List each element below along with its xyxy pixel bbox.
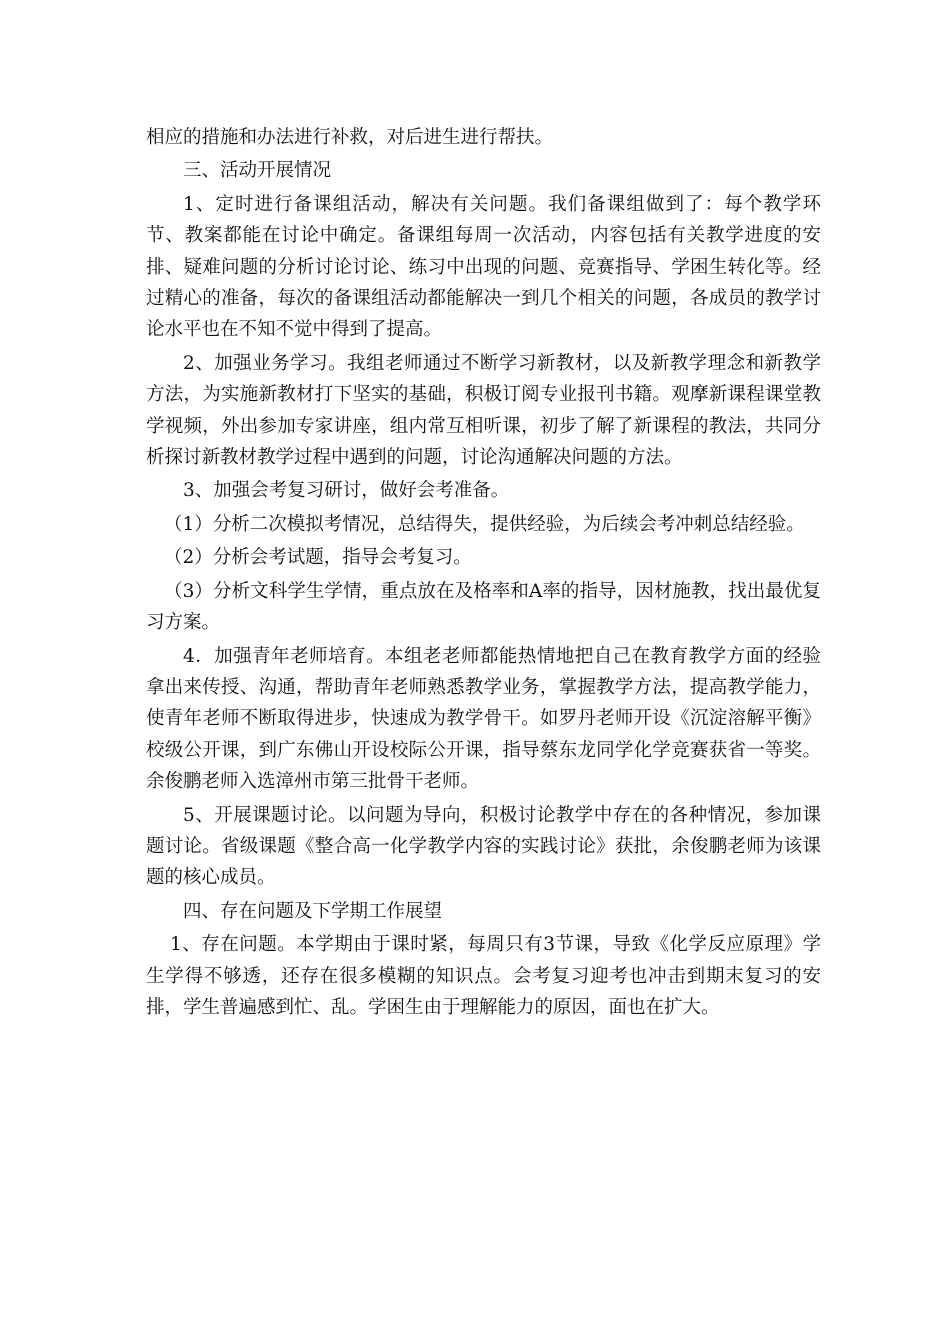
- document-page: [146, 122, 821, 1023]
- paragraph-item-1: 1、定时进行备课组活动，解决有关问题。我们备课组做到了：每个教学环节、教案都能在讨论中确定。备课组每周一次活动，内容包括有关教学进度的安排、疑难问题的分析讨论讨论、练习中出现的问题、竞赛指导、学困生转化等。经过精心的准备，每次的备课组活动都能解决一到几个相关的问题，各成员的教学讨论水平也在不知不觉中得到了提高。: [146, 193, 821, 341]
- paragraph-continuation: 相应的措施和办法进行补救，对后进生进行帮扶。: [146, 127, 554, 148]
- paragraph-item-5: 5、开展课题讨论。以问题为导向，积极讨论教学中存在的各种情况，参加课题讨论。省级课题《整合高一化学教学内容的实践讨论》获批，余俊鹏老师为该课题的核心成员。: [146, 804, 821, 889]
- paragraph-subitem-2: （2）分析会考试题，指导会考复习。: [164, 547, 472, 569]
- paragraph-subitem-3: （3）分析文科学生学情，重点放在及格率和A率的指导，因材施教，找出最优复习方案。: [146, 580, 821, 634]
- paragraph-problems-1: 1、存在问题。本学期由于课时紧，每周只有3节课，导致《化学反应原理》学生学得不够透，还存在很多模糊的知识点。会考复习迎考也冲击到期末复习的安排，学生普遍感到忙、乱。学困生由于理解能力的原因，面也在扩大。: [146, 934, 821, 1018]
- paragraph-subitem-1: （1）分析二次模拟考情况，总结得失，提供经验，为后续会考冲刺总结经验。: [164, 513, 805, 535]
- section-heading-problems: 四、存在问题及下学期工作展望: [183, 900, 443, 922]
- section-heading-activities: 三、活动开展情况: [183, 160, 332, 182]
- paragraph-item-2: 2、加强业务学习。我组老师通过不断学习新教材，以及新教学理念和新教学方法，为实施新教材打下坚实的基础，积极订阅专业报刊书籍。观摩新课程课堂教学视频，外出参加专家讲座，组内常互相听课，初步了解了新课程的教法，共同分析探讨新教材教学过程中遇到的问题，讨论沟通解决问题的方法。: [146, 352, 821, 469]
- paragraph-item-4: 4．加强青年老师培育。本组老老师都能热情地把自己在教育教学方面的经验拿出来传授、沟通，帮助青年老师熟悉教学业务，掌握教学方法，提高教学能力，使青年老师不断取得进步，快速成为教学骨干。如罗丹老师开设《沉淀溶解平衡》校级公开课，到广东佛山开设校际公开课，指导蔡东龙同学化学竞赛获省一等奖。余俊鹏老师入选漳州市第三批骨干老师。: [146, 645, 821, 793]
- paragraph-item-3: 3、加强会考复习研讨，做好会考准备。: [183, 480, 510, 502]
